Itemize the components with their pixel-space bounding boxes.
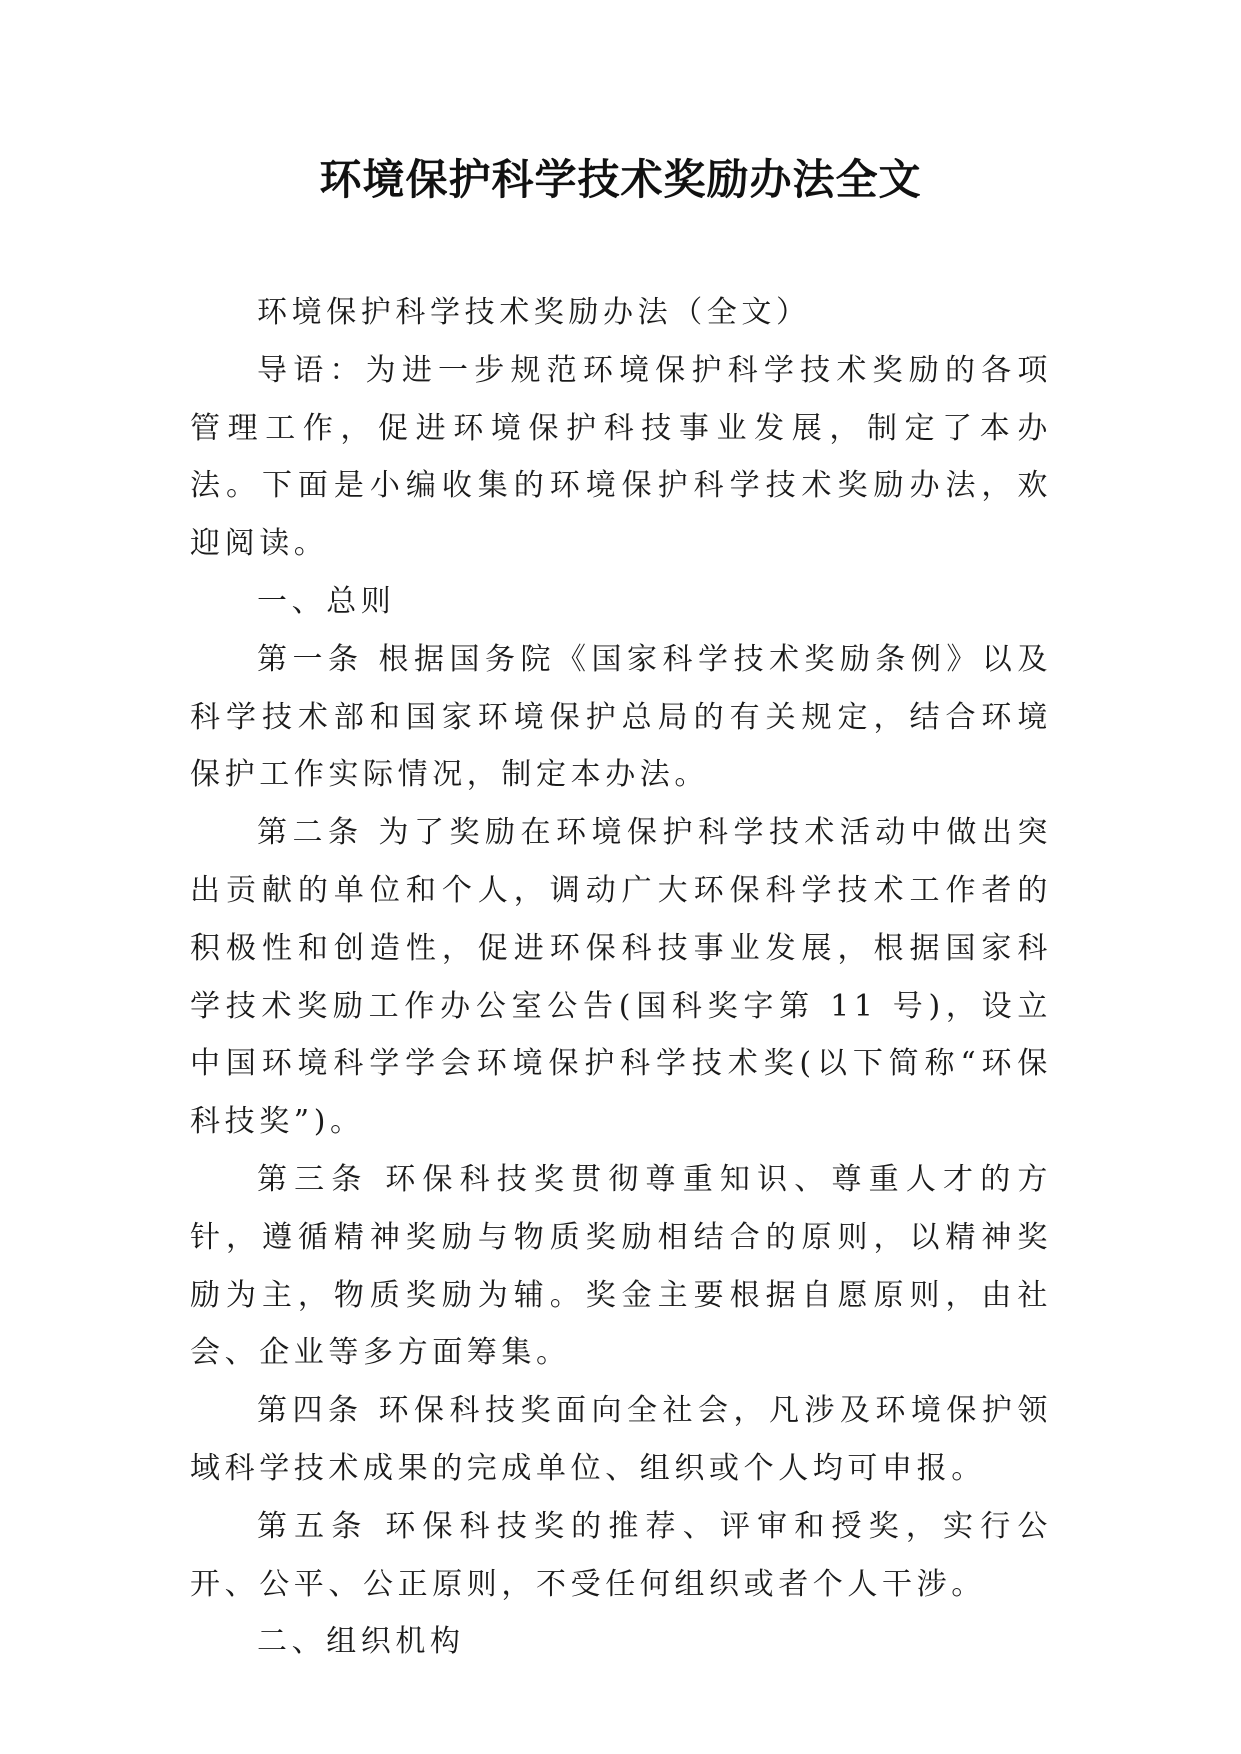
section-heading-organization: 二、组织机构 — [257, 1624, 465, 1660]
article-2: 第二条 为了奖励在环境保护科学技术活动中做出突出贡献的单位和个人，调动广大环保科学技术工作者的积极性和创造性，促进环保科技事业发展，根据国家科学技术奖励工作办公室公告(国科奖字第 11 号)，设立中国环境科学学会环境保护科学技术奖(以下简称“环保科技奖”)。 — [190, 815, 1052, 1140]
section-heading-general: 一、总则 — [257, 583, 396, 619]
document-title: 环境保护科学技术奖励办法全文 — [319, 155, 922, 204]
article-4: 第四条 环保科技奖面向全社会，凡涉及环境保护领域科学技术成果的完成单位、组织或个人均可申报。 — [190, 1393, 1052, 1486]
article-5: 第五条 环保科技奖的推荐、评审和授奖，实行公开、公平、公正原则，不受任何组织或者个人干涉。 — [190, 1508, 1052, 1602]
paragraph-subtitle: 环境保护科学技术奖励办法（全文） — [257, 295, 811, 330]
article-3: 第三条 环保科技奖贯彻尊重知识、尊重人才的方针，遵循精神奖励与物质奖励相结合的原则，以精神奖励为主，物质奖励为辅。奖金主要根据自愿原则，由社会、企业等多方面筹集。 — [190, 1161, 1052, 1371]
document-body — [190, 284, 1052, 1671]
paragraph-intro: 导语：为进一步规范环境保护科学技术奖励的各项管理工作，促进环境保护科技事业发展，制定了本办法。下面是小编收集的环境保护科学技术奖励办法，欢迎阅读。 — [190, 352, 1052, 562]
article-1: 第一条 根据国务院《国家科学技术奖励条例》以及科学技术部和国家环境保护总局的有关规定，结合环境保护工作实际情况，制定本办法。 — [190, 641, 1052, 793]
